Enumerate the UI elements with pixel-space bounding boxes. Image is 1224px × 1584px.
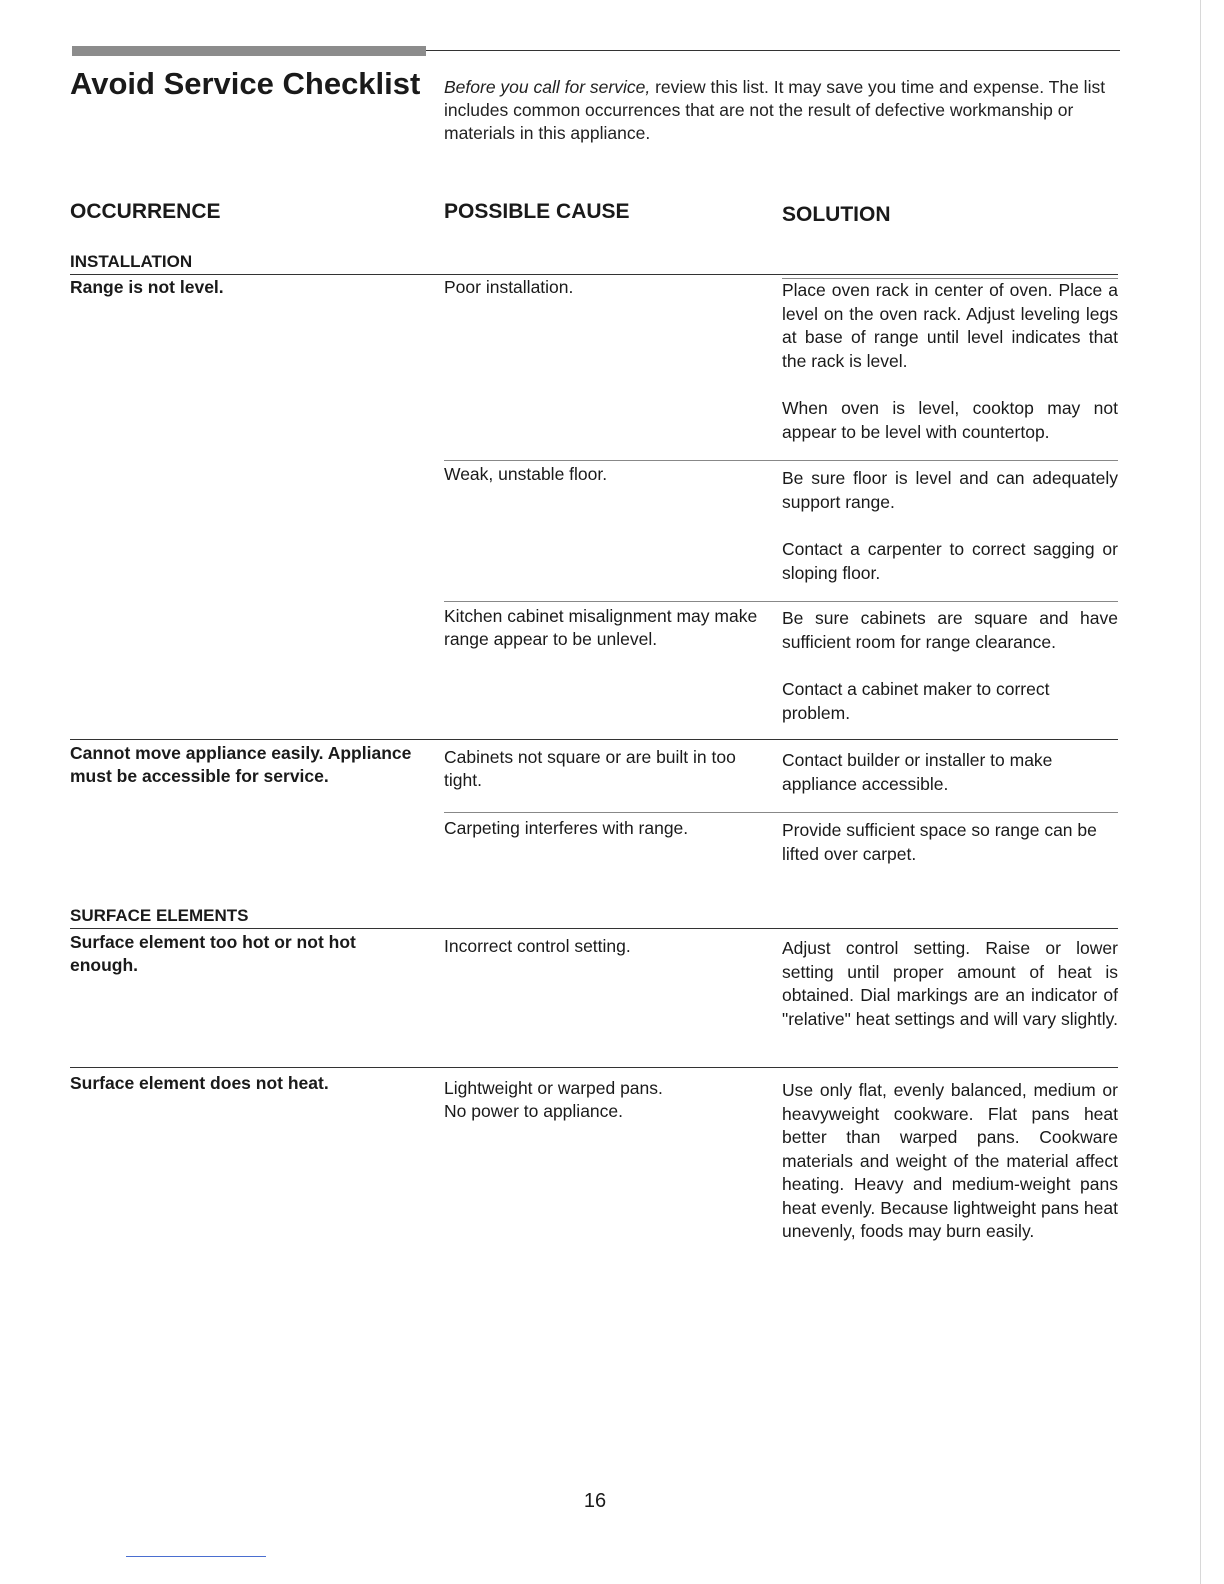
divider xyxy=(444,601,1118,602)
page-number: 16 xyxy=(583,1490,607,1512)
intro-text xyxy=(444,76,1124,145)
solution-text xyxy=(782,607,1118,749)
divider xyxy=(444,812,1118,813)
solution-paragraph: When oven is level, cooktop may not appear to be level with countertop. xyxy=(782,398,1118,442)
divider xyxy=(444,460,1118,461)
intro-rest: review this list. It may save you time and expense. The list includes common occurrences that are not the result of defective workmanship or materials in this appliance. xyxy=(444,77,1106,143)
occurrence-range-not-level: Range is not level. xyxy=(70,277,224,297)
cause-text: Cabinets not square or are built in too tight. xyxy=(444,747,736,790)
column-heading-cause: POSSIBLE CAUSE xyxy=(444,200,630,223)
solution-paragraph: Contact a cabinet maker to correct problem. xyxy=(782,679,1050,723)
solution-text xyxy=(782,467,1118,609)
solution-text: Adjust control setting. Raise or lower setting until proper amount of heat is obtained. Dial markings are an indicator of "relative" heat settings and will vary slightly. xyxy=(782,938,1118,1029)
cause-text: Weak, unstable floor. xyxy=(444,464,608,484)
cause-text: Poor installation. xyxy=(444,277,574,297)
cause-text xyxy=(444,1077,759,1123)
solution-text xyxy=(782,279,1118,468)
solution-paragraph: Contact a carpenter to correct sagging or sloping floor. xyxy=(782,539,1118,583)
page-title: Avoid Service Checklist xyxy=(70,66,421,101)
cause-text: Incorrect control setting. xyxy=(444,936,631,956)
occurrence-element-temperature: Surface element too hot or not hot enough. xyxy=(70,932,356,975)
intro-italic: Before you call for service, xyxy=(444,77,651,97)
section-installation: INSTALLATION xyxy=(70,252,193,271)
footer-rule xyxy=(126,1556,266,1557)
solution-paragraph: Be sure cabinets are square and have sufficient room for range clearance. xyxy=(782,608,1118,652)
column-heading-occurrence: OCCURRENCE xyxy=(70,200,221,223)
row-rule xyxy=(70,739,1118,740)
section-surface-elements: SURFACE ELEMENTS xyxy=(70,906,249,925)
section-rule xyxy=(70,928,1118,929)
page-edge xyxy=(1200,0,1201,1584)
cause-line: No power to appliance. xyxy=(444,1101,623,1121)
solution-paragraph: Place oven rack in center of oven. Place a level on the oven rack. Adjust leveling legs at base of range until level indicates that the rack is level. xyxy=(782,280,1118,371)
solution-text: Use only flat, evenly balanced, medium or heavyweight cookware. Flat pans heat better than warped pans. Cookware materials and weight of the material affect heating. Heavy and medium-weight pans heat evenly. Because lightweight pans heat unevenly, foods may burn easily. xyxy=(782,1080,1118,1241)
section-rule xyxy=(70,274,1118,275)
occurrence-element-no-heat: Surface element does not heat. xyxy=(70,1073,329,1093)
header-rule xyxy=(426,50,1120,51)
solution-text: Provide sufficient space so range can be lifted over carpet. xyxy=(782,820,1097,864)
row-rule xyxy=(70,1067,1118,1068)
column-heading-solution: SOLUTION xyxy=(782,203,891,226)
cause-text: Carpeting interferes with range. xyxy=(444,818,689,838)
cause-text: Kitchen cabinet misalignment may make range appear to be unlevel. xyxy=(444,606,758,649)
occurrence-cannot-move: Cannot move appliance easily. Appliance must be accessible for service. xyxy=(70,743,412,786)
cause-line: Lightweight or warped pans. xyxy=(444,1078,663,1098)
solution-paragraph: Be sure floor is level and can adequately support range. xyxy=(782,468,1118,512)
solution-text: Contact builder or installer to make appliance accessible. xyxy=(782,750,1053,794)
header-bar xyxy=(72,46,426,56)
